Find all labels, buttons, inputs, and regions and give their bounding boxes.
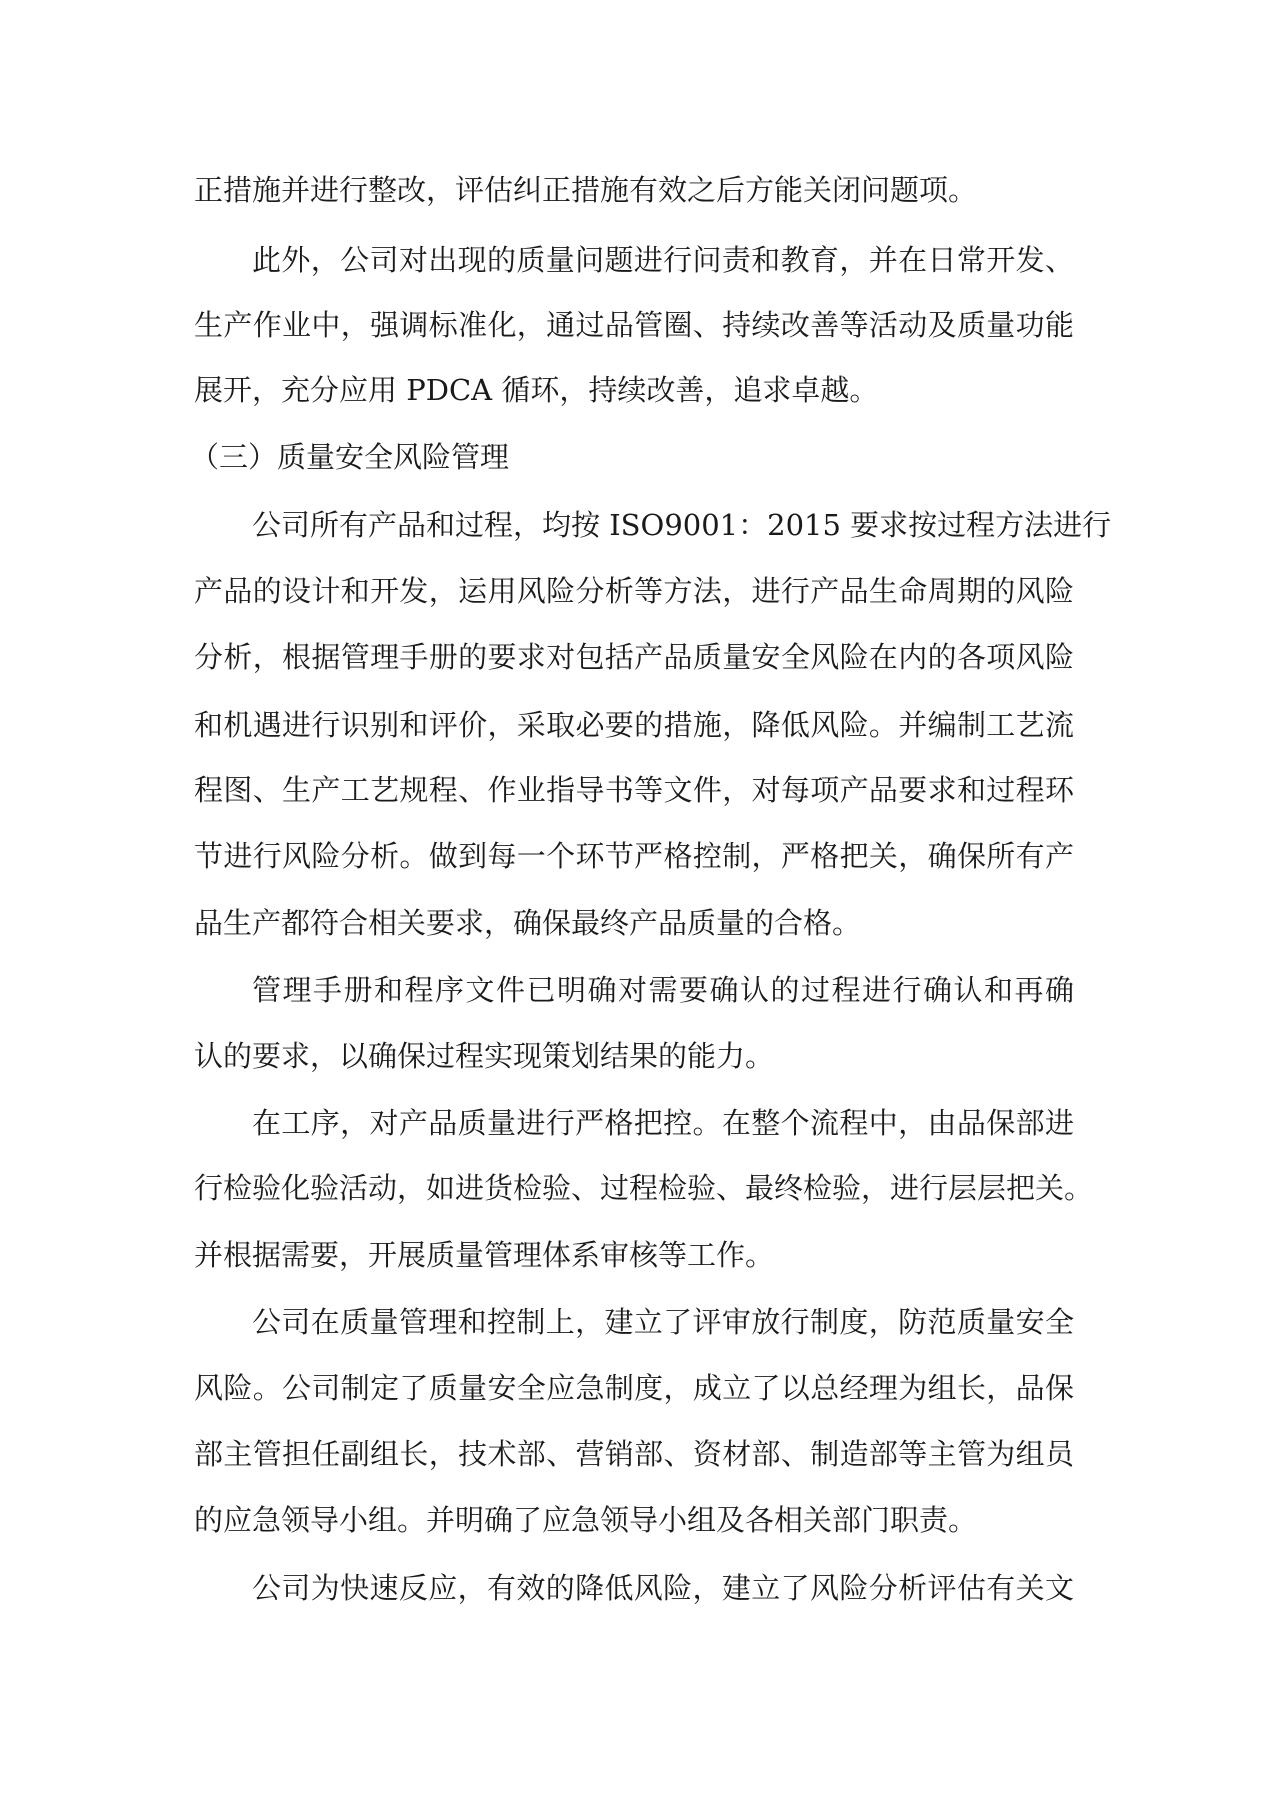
text-line: 节进行风险分析。做到每一个环节严格控制，严格把关，确保所有产 <box>194 839 1074 873</box>
text-line: 公司为快速反应，有效的降低风险，建立了风险分析评估有关文 <box>252 1571 1074 1605</box>
text-line: 展开，充分应用 PDCA 循环，持续改善，追求卓越。 <box>194 373 879 407</box>
text-line: 的应急领导小组。并明确了应急领导小组及各相关部门职责。 <box>194 1503 978 1537</box>
text-line: 认的要求，以确保过程实现策划结果的能力。 <box>194 1039 775 1073</box>
text-line: 生产作业中，强调标准化，通过品管圈、持续改善等活动及质量功能 <box>194 308 1074 342</box>
text-line: 正措施并进行整改，评估纠正措施有效之后方能关闭问题项。 <box>194 173 978 207</box>
text-line: 分析，根据管理手册的要求对包括产品质量安全风险在内的各项风险 <box>194 640 1074 674</box>
text-line: 风险。公司制定了质量安全应急制度，成立了以总经理为组长，品保 <box>194 1371 1074 1405</box>
text-line: 行检验化验活动，如进货检验、过程检验、最终检验，进行层层把关。 <box>194 1171 1094 1205</box>
text-line: 公司所有产品和过程，均按 ISO9001：2015 要求按过程方法进行 <box>252 508 1112 542</box>
text-line: 此外，公司对出现的质量问题进行问责和教育，并在日常开发、 <box>252 243 1074 277</box>
text-line: 部主管担任副组长，技术部、营销部、资材部、制造部等主管为组员 <box>194 1437 1074 1471</box>
text-line: 品生产都符合相关要求，确保最终产品质量的合格。 <box>194 906 862 940</box>
section-heading: （三）质量安全风险管理 <box>190 440 510 474</box>
text-line: 公司在质量管理和控制上，建立了评审放行制度，防范质量安全 <box>252 1305 1074 1339</box>
text-line: 管理手册和程序文件已明确对需要确认的过程进行确认和再确 <box>252 973 1074 1007</box>
text-line: 程图、生产工艺规程、作业指导书等文件，对每项产品要求和过程环 <box>194 773 1074 807</box>
text-line: 和机遇进行识别和评价，采取必要的措施，降低风险。并编制工艺流 <box>194 708 1074 742</box>
text-line: 产品的设计和开发，运用风险分析等方法，进行产品生命周期的风险 <box>194 574 1074 608</box>
text-line: 在工序，对产品质量进行严格把控。在整个流程中，由品保部进 <box>252 1106 1074 1140</box>
text-line: 并根据需要，开展质量管理体系审核等工作。 <box>194 1238 775 1272</box>
